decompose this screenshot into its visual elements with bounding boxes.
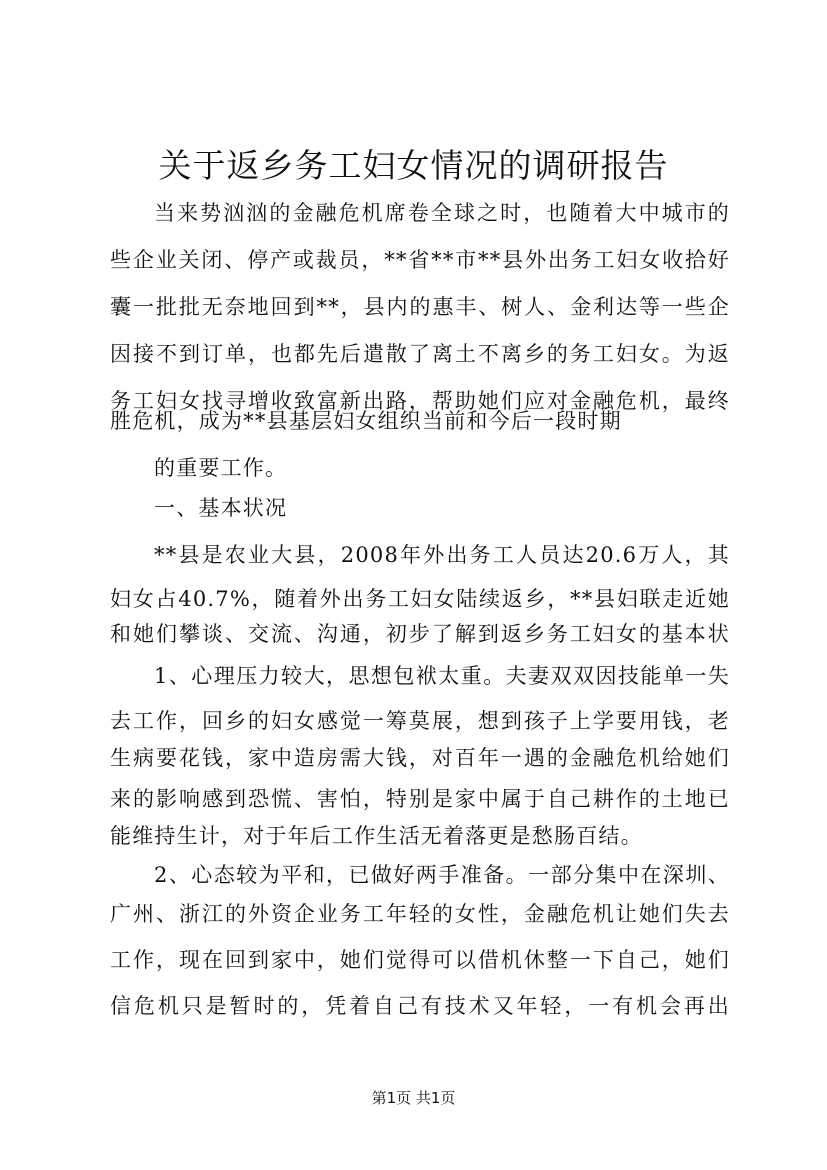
paragraph-4-line-3: 生病要花钱，家中造房需大钱，对百年一遇的金融危机给她们 xyxy=(110,746,730,770)
paragraph-5-line-1: 2、心态较为平和，已做好两手准备。一部分集中在深圳、 xyxy=(154,863,730,887)
paragraph-3-line-2: 妇女占40.7%，随着外出务工妇女陆续返乡，**县妇联走近她 xyxy=(110,587,730,611)
paragraph-5-line-3: 工作，现在回到家中，她们觉得可以借机休整一下自己，她们 xyxy=(110,948,730,972)
paragraph-5-line-2: 广州、浙江的外资企业务工年轻的女性，金融危机让她们失去 xyxy=(110,902,730,926)
paragraph-3-line-1: **县是农业大县，2008年外出务工人员达20.6万人，其 xyxy=(154,543,730,567)
paragraph-1-line-2: 些企业关闭、停产或裁员，**省**市**县外出务工妇女收拾好 xyxy=(110,248,730,272)
paragraph-3-line-3: 和她们攀谈、交流、沟通，初步了解到返乡务工妇女的基本状 xyxy=(110,622,730,646)
paragraph-5-line-4: 信危机只是暂时的，凭着自己有技术又年轻，一有机会再出 xyxy=(110,994,730,1018)
section-heading-basic-status: 一、基本状况 xyxy=(154,496,288,520)
document-title: 关于返乡务工妇女情况的调研报告 xyxy=(158,146,669,185)
paragraph-1-line-4: 因接不到订单，也都先后遣散了离土不离乡的务工妇女。为返 xyxy=(110,342,730,366)
paragraph-4-line-2: 去工作，回乡的妇女感觉一筹莫展，想到孩子上学要用钱，老 xyxy=(110,709,730,733)
paragraph-1-line-6: 胜危机，成为**县基层妇女组织当前和今后一段时期 xyxy=(110,409,622,433)
paragraph-2-line-1: 的重要工作。 xyxy=(154,456,288,480)
paragraph-4-line-5: 能维持生计，对于年后工作生活无着落更是愁肠百结。 xyxy=(110,824,643,848)
paragraph-1-line-1: 当来势汹汹的金融危机席卷全球之时，也随着大中城市的 xyxy=(154,201,730,225)
paragraph-4-line-4: 来的影响感到恐慌、害怕，特别是家中属于自己耕作的土地已 xyxy=(110,787,730,811)
paragraph-1-line-3: 囊一批批无奈地回到**，县内的惠丰、树人、金利达等一些企 xyxy=(110,295,730,319)
paragraph-4-line-1: 1、心理压力较大，思想包袱太重。夫妻双双因技能单一失 xyxy=(154,664,730,688)
page-footer: 第1页 共1页 xyxy=(371,1089,456,1107)
paragraph-1-line-5: 务工妇女找寻增收致富新出路，帮助她们应对金融危机，最终 xyxy=(110,389,730,413)
